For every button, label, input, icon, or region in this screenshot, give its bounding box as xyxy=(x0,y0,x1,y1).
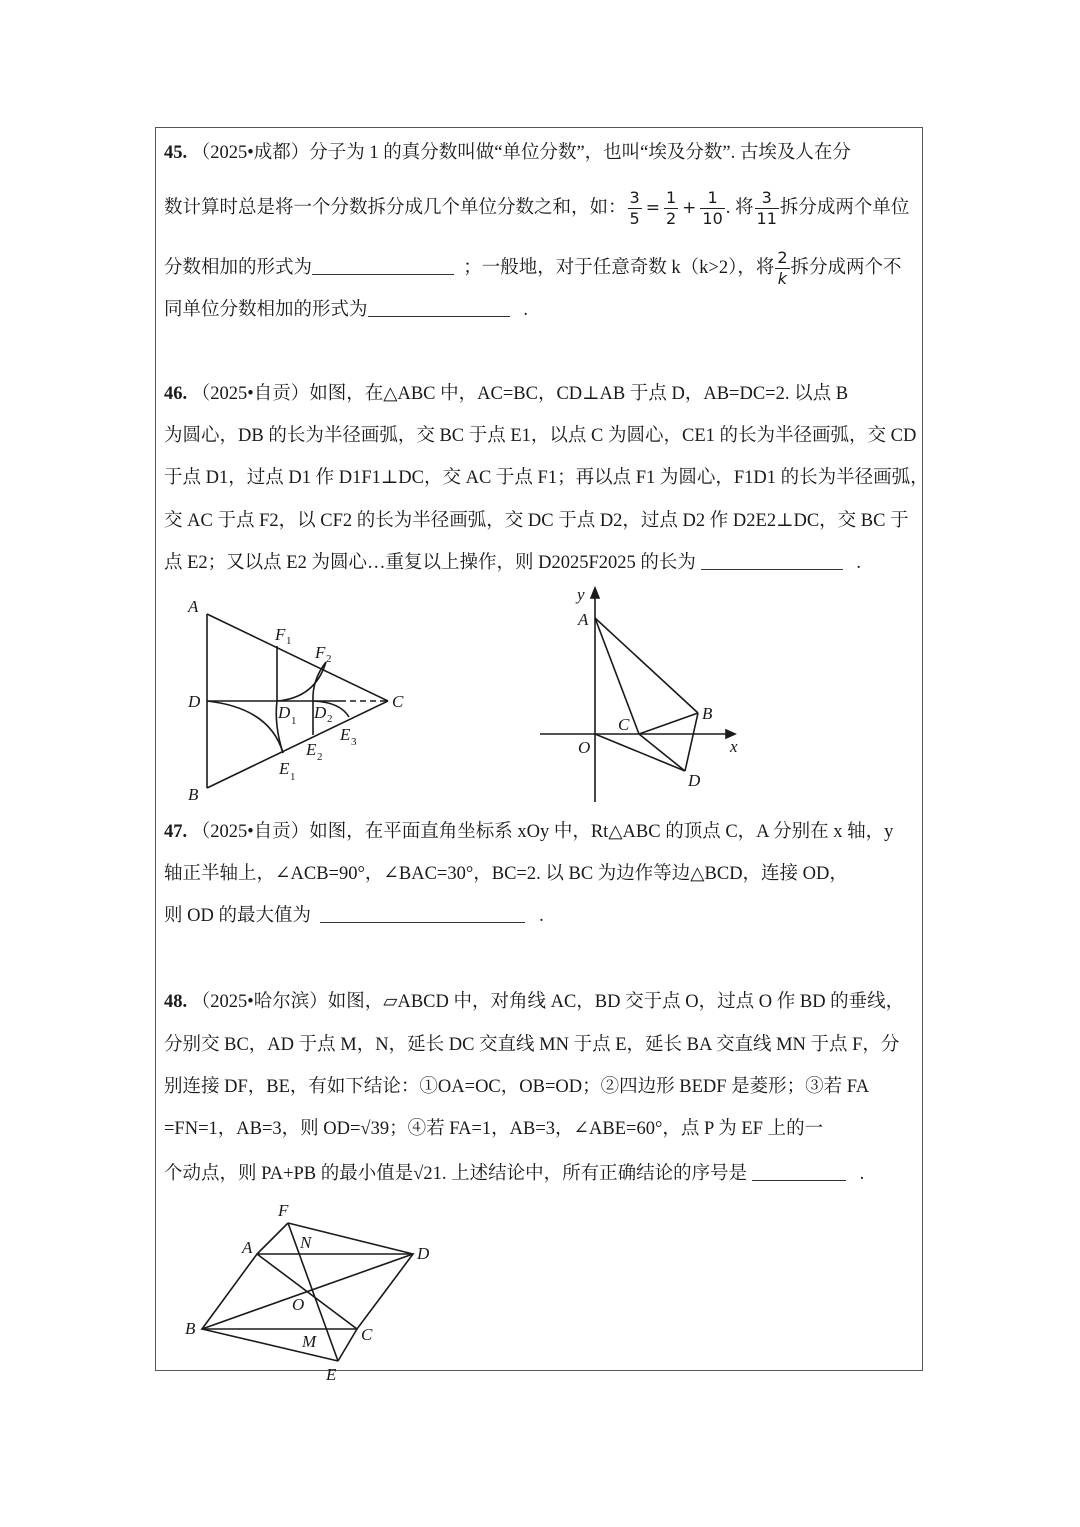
svg-text:2: 2 xyxy=(327,713,333,725)
problem-source: （2025•哈尔滨） xyxy=(191,992,328,1012)
svg-text:B: B xyxy=(185,1319,196,1338)
problem-47-line-3: 则 OD 的最大值为 . xyxy=(164,906,544,926)
svg-text:E: E xyxy=(306,740,317,759)
svg-text:D: D xyxy=(188,692,201,711)
fraction-2-k: $\frac{2}{k}$ xyxy=(777,248,788,288)
problem-48-line-4: =FN=1，AB=3，则 OD=√39；④若 FA=1，AB=3，∠ABE=60°，点 P 为 EF 上的一 xyxy=(164,1119,824,1139)
answer-blank[interactable] xyxy=(752,1162,846,1181)
problem-number: 48. xyxy=(164,992,188,1012)
answer-blank-2[interactable] xyxy=(368,298,510,317)
fraction-3-11: $\frac{3}{11}$ xyxy=(756,188,777,228)
problem-45-line-1 xyxy=(164,141,851,165)
svg-text:F: F xyxy=(278,1201,289,1220)
fraction-3-5: $\frac{3}{5}$ xyxy=(629,188,640,228)
svg-text:A: A xyxy=(188,597,199,616)
svg-text:D: D xyxy=(688,771,701,790)
svg-text:N: N xyxy=(300,1233,312,1252)
figure-triangle-arcs xyxy=(180,590,420,810)
fraction-1-2: $\frac{1}{2}$ xyxy=(665,188,677,228)
svg-text:B: B xyxy=(188,785,199,804)
problem-46-line-2: 为圆心，DB 的长为半径画弧，交 BC 于点 E1，以点 C 为圆心，CE1 的长为半径画弧，交 CD xyxy=(164,426,917,446)
svg-text:1: 1 xyxy=(290,771,296,783)
svg-text:B: B xyxy=(702,704,713,723)
svg-text:3: 3 xyxy=(351,736,357,748)
answer-blank-1[interactable] xyxy=(312,256,454,275)
problem-45-line-3: 分数相加的形式为 ；一般地，对于任意奇数 k（k>2），将 $\frac{2}{k}$ 拆分成两个不 xyxy=(164,248,902,288)
problem-46-line-3: 于点 D1，过点 D1 作 D1F1⊥DC，交 AC 于点 F1；再以点 F1 为圆心，F1D1 的长为半径画弧， xyxy=(164,468,929,488)
problem-text: 分子为 1 的真分数叫做“单位分数”，也叫“埃及分数”. 古埃及人在分 xyxy=(309,143,851,163)
svg-text:x: x xyxy=(730,737,738,756)
problem-46-line-1: 46. （2025•自贡）如图，在△ABC 中，AC=BC，CD⊥AB 于点 D，AB=DC=2. 以点 B xyxy=(164,384,849,404)
problem-number: 45. xyxy=(164,143,188,163)
svg-text:2: 2 xyxy=(326,653,332,665)
svg-text:E: E xyxy=(326,1365,337,1383)
svg-text:D: D xyxy=(417,1244,430,1263)
problem-48-line-5: 个动点，则 PA+PB 的最小值是√21. 上述结论中，所有正确结论的序号是 . xyxy=(164,1164,865,1184)
svg-text:D: D xyxy=(314,703,327,722)
svg-text:1: 1 xyxy=(291,715,297,727)
fraction-1-10: $\frac{1}{10}$ xyxy=(702,188,723,228)
svg-text:O: O xyxy=(292,1295,305,1314)
figure-parallelogram xyxy=(180,1198,440,1383)
answer-blank[interactable] xyxy=(320,904,525,923)
svg-text:C: C xyxy=(392,692,404,711)
problem-47-line-1: 47. （2025•自贡）如图，在平面直角坐标系 xOy 中，Rt△ABC 的顶点 C，A 分别在 x 轴，y xyxy=(164,822,894,842)
svg-text:E: E xyxy=(340,725,351,744)
problem-number: 47. xyxy=(164,822,188,842)
svg-text:C: C xyxy=(361,1325,373,1344)
svg-text:M: M xyxy=(302,1332,317,1351)
problem-46-line-5: 点 E2；又以点 E2 为圆心…重复以上操作，则 D2025F2025 的长为 . xyxy=(164,553,862,573)
problem-46-line-4: 交 AC 于点 F2，以 CF2 的长为半径画弧，交 DC 于点 D2，过点 D2 作 D2E2⊥DC，交 BC 于 xyxy=(164,511,909,531)
svg-text:y: y xyxy=(577,585,585,604)
problem-source: （2025•自贡） xyxy=(191,384,310,404)
problem-source: （2025•自贡） xyxy=(191,822,310,842)
problem-text: 数计算时总是将一个分数拆分成几个单位分数之和，如： xyxy=(164,197,627,218)
figure-coordinate-triangle xyxy=(530,580,760,810)
problem-source: （2025•成都） xyxy=(191,143,310,163)
svg-text:D: D xyxy=(278,703,291,722)
svg-text:F: F xyxy=(275,625,286,644)
answer-blank[interactable] xyxy=(701,551,843,570)
problem-45-line-2: 数计算时总是将一个分数拆分成几个单位分数之和，如： $\frac{3}{5}$ = $\frac{1}{2}$ + $\frac{1}{10}$ . 将 $\frac{3}{11}$ 拆分成两个单位 xyxy=(164,188,910,228)
problem-45-line-4: 同单位分数相加的形式为 . xyxy=(164,300,529,320)
svg-text:A: A xyxy=(578,610,589,629)
svg-text:E: E xyxy=(279,759,290,778)
problem-47-line-2: 轴正半轴上，∠ACB=90°，∠BAC=30°，BC=2. 以 BC 为边作等边△BCD，连接 OD， xyxy=(164,864,848,884)
problem-48-line-2: 分别交 BC，AD 于点 M，N，延长 DC 交直线 MN 于点 E，延长 BA 交直线 MN 于点 F，分 xyxy=(164,1035,900,1055)
svg-text:A: A xyxy=(242,1238,253,1257)
problem-48-line-3: 别连接 DF，BE，有如下结论：①OA=OC，OB=OD；②四边形 BEDF 是菱形；③若 FA xyxy=(164,1077,870,1097)
problem-number: 46. xyxy=(164,384,188,404)
svg-text:C: C xyxy=(618,715,630,734)
problem-48-line-1: 48. （2025•哈尔滨）如图，▱ABCD 中，对角线 AC，BD 交于点 O，过点 O 作 BD 的垂线， xyxy=(164,992,905,1012)
svg-text:1: 1 xyxy=(286,635,292,647)
svg-text:F: F xyxy=(315,643,326,662)
svg-text:O: O xyxy=(578,738,591,757)
svg-text:2: 2 xyxy=(317,751,323,763)
